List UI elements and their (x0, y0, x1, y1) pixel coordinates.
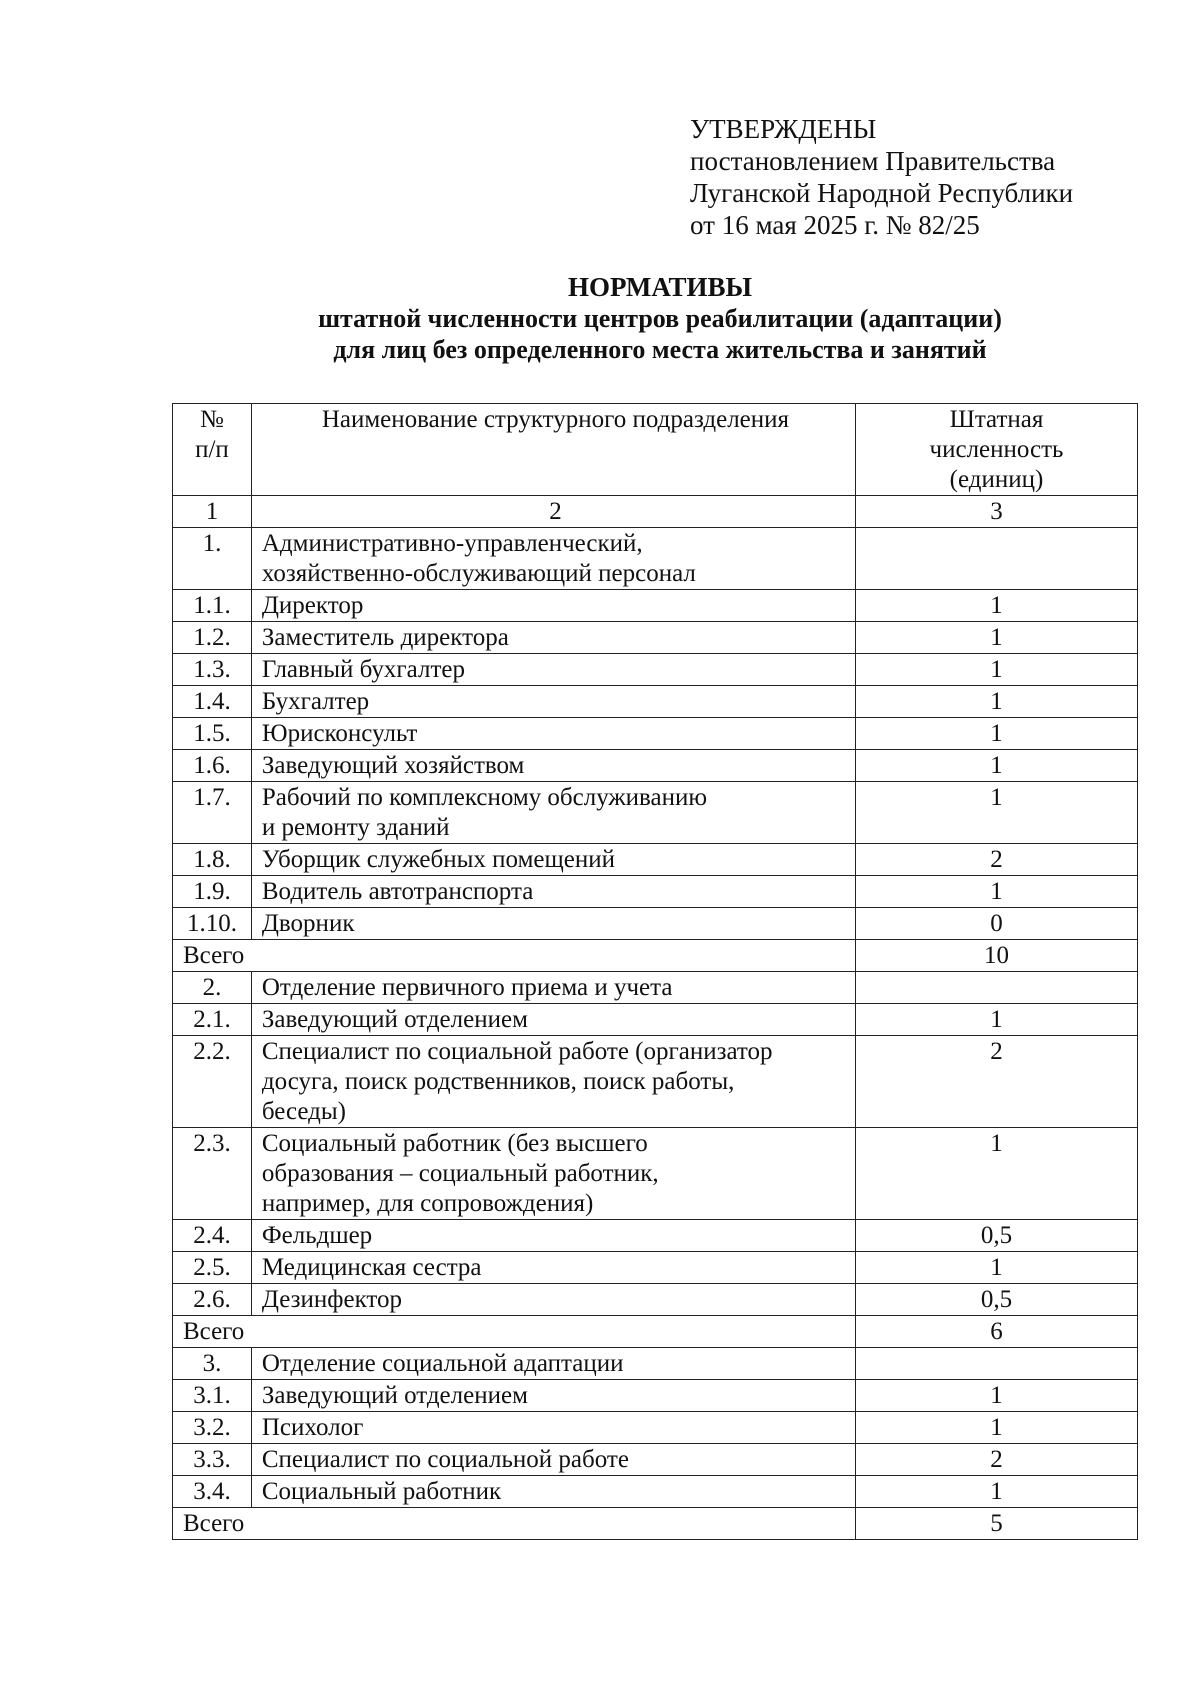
row-value: 2 (856, 844, 1138, 876)
row-value: 1 (856, 1380, 1138, 1412)
row-name (251, 590, 855, 622)
section-row (173, 1348, 1138, 1380)
table-row (173, 1412, 1138, 1444)
table-row (173, 686, 1138, 718)
row-number: 1.7. (173, 782, 252, 844)
row-value: 1 (856, 1252, 1138, 1284)
row-name-line: Главный бухгалтер (261, 656, 465, 683)
row-value: 0 (856, 908, 1138, 940)
row-name-line: Медицинская сестра (261, 1254, 482, 1281)
table-row (173, 1004, 1138, 1036)
table-row (173, 750, 1138, 782)
header-value (856, 404, 1138, 496)
approval-line: Луганской Народной Республики (690, 178, 1074, 208)
row-value: 1 (856, 654, 1138, 686)
row-name (251, 750, 855, 782)
staffing-table (172, 403, 1138, 1540)
row-number: 3.2. (173, 1412, 252, 1444)
header-value-line: Штатная (949, 406, 1044, 433)
table-row (173, 1220, 1138, 1252)
row-name-line: Рабочий по комплексному обслуживанию (261, 784, 708, 811)
row-name-line: Фельдшер (261, 1222, 373, 1249)
table-row (173, 782, 1138, 844)
header-value-line: численность (929, 436, 1064, 463)
header-name: Наименование структурного подразделения (251, 404, 855, 496)
row-number: 1.5. (173, 718, 252, 750)
total-value: 10 (856, 940, 1138, 972)
header-num-line: № (200, 406, 224, 433)
row-value: 1 (856, 1004, 1138, 1036)
header-num-line: п/п (195, 436, 229, 463)
table-row (173, 718, 1138, 750)
approval-line: постановлением Правительства (690, 146, 1056, 176)
row-value: 1 (856, 750, 1138, 782)
row-name (251, 972, 855, 1004)
row-name (251, 876, 855, 908)
row-name-line: Заведующий хозяйством (261, 752, 525, 779)
row-name-line: Водитель автотранспорта (261, 878, 534, 905)
row-number: 3.1. (173, 1380, 252, 1412)
section-row (173, 972, 1138, 1004)
table-header-row (173, 404, 1138, 496)
column-index-row (173, 496, 1138, 528)
row-name-line: Отделение социальной адаптации (261, 1350, 624, 1377)
row-name (251, 844, 855, 876)
row-value: 1 (856, 686, 1138, 718)
table-row (173, 876, 1138, 908)
row-number: 1.3. (173, 654, 252, 686)
row-number: 1.9. (173, 876, 252, 908)
row-name-line: Дворник (261, 910, 355, 937)
row-number: 2. (173, 972, 252, 1004)
row-number: 2.5. (173, 1252, 252, 1284)
table-row (173, 844, 1138, 876)
total-label: Всего (173, 940, 856, 972)
row-number: 1.6. (173, 750, 252, 782)
row-number: 3.4. (173, 1476, 252, 1508)
row-value: 1 (856, 590, 1138, 622)
row-name-line: Социальный работник (261, 1478, 502, 1505)
row-name-line: Бухгалтер (261, 688, 370, 715)
approval-line: от 16 мая 2025 г. № 82/25 (690, 210, 980, 240)
row-name (251, 1004, 855, 1036)
title-subtitle-2: для лиц без определенного места жительства и занятий (333, 335, 987, 364)
row-name (251, 1444, 855, 1476)
row-name-line: Юрисконсульт (261, 720, 418, 747)
table-row (173, 590, 1138, 622)
row-name (251, 1284, 855, 1316)
column-index: 2 (251, 496, 855, 528)
row-value: 1 (856, 782, 1138, 844)
table-row (173, 1036, 1138, 1128)
row-value: 1 (856, 718, 1138, 750)
row-value: 2 (856, 1444, 1138, 1476)
row-name (251, 1348, 855, 1380)
row-name (251, 528, 855, 590)
row-number: 2.3. (173, 1128, 252, 1220)
document-title (0, 272, 1200, 365)
row-name-line: и ремонту зданий (261, 814, 450, 841)
row-name-line: Уборщик служебных помещений (261, 846, 615, 873)
row-number: 2.1. (173, 1004, 252, 1036)
approval-stamp (690, 113, 1073, 241)
row-name-line: Директор (261, 592, 364, 619)
row-name (251, 1380, 855, 1412)
row-name-line: например, для сопровождения) (261, 1190, 594, 1217)
row-name-line: Специалист по социальной работе (261, 1446, 629, 1473)
row-name-line: Заместитель директора (261, 624, 509, 651)
table-row (173, 1284, 1138, 1316)
row-value: 2 (856, 1036, 1138, 1128)
row-name (251, 1036, 855, 1128)
column-index: 3 (856, 496, 1138, 528)
row-name-line: Специалист по социальной работе (организатор (261, 1038, 773, 1065)
row-number: 3.3. (173, 1444, 252, 1476)
row-name (251, 1476, 855, 1508)
row-number: 2.6. (173, 1284, 252, 1316)
row-number: 3. (173, 1348, 252, 1380)
row-name (251, 1412, 855, 1444)
row-value: 0,5 (856, 1284, 1138, 1316)
table-row (173, 1444, 1138, 1476)
table-body (173, 404, 1138, 1540)
table-row (173, 908, 1138, 940)
table-row (173, 654, 1138, 686)
row-name (251, 718, 855, 750)
title-subtitle-1: штатной численности центров реабилитации (адаптации) (318, 304, 1002, 333)
row-name-line: Заведующий отделением (261, 1006, 528, 1033)
row-number: 1. (173, 528, 252, 590)
row-value: 1 (856, 876, 1138, 908)
row-name (251, 1252, 855, 1284)
row-value: 1 (856, 622, 1138, 654)
section-row (173, 528, 1138, 590)
row-name-line: досуга, поиск родственников, поиск работы, (261, 1068, 735, 1095)
row-name (251, 622, 855, 654)
row-name-line: беседы) (261, 1098, 346, 1125)
column-index: 1 (173, 496, 252, 528)
row-value (856, 528, 1138, 590)
table-row (173, 1128, 1138, 1220)
row-name (251, 1128, 855, 1220)
table-row (173, 1476, 1138, 1508)
row-number: 1.1. (173, 590, 252, 622)
header-value-line: (единиц) (949, 466, 1044, 493)
row-value (856, 1348, 1138, 1380)
total-value: 5 (856, 1508, 1138, 1540)
row-number: 1.10. (173, 908, 252, 940)
total-label: Всего (173, 1508, 856, 1540)
row-name-line: Заведующий отделением (261, 1382, 528, 1409)
row-number: 1.4. (173, 686, 252, 718)
table-row (173, 1252, 1138, 1284)
row-value: 1 (856, 1128, 1138, 1220)
row-name-line: Психолог (261, 1414, 364, 1441)
row-name (251, 1220, 855, 1252)
row-name (251, 654, 855, 686)
header-num (173, 404, 252, 496)
row-name-line: Социальный работник (без высшего (261, 1130, 648, 1157)
row-value (856, 972, 1138, 1004)
total-label: Всего (173, 1316, 856, 1348)
row-number: 2.2. (173, 1036, 252, 1128)
row-number: 2.4. (173, 1220, 252, 1252)
row-value: 1 (856, 1476, 1138, 1508)
total-row (173, 1316, 1138, 1348)
row-name-line: образования – социальный работник, (261, 1160, 659, 1187)
row-name (251, 908, 855, 940)
row-value: 1 (856, 1412, 1138, 1444)
approval-line: УТВЕРЖДЕНЫ (690, 114, 877, 144)
row-name (251, 782, 855, 844)
row-name-line: Дезинфектор (261, 1286, 402, 1313)
row-name-line: хозяйственно-обслуживающий персонал (261, 560, 696, 587)
table-row (173, 1380, 1138, 1412)
total-row (173, 940, 1138, 972)
total-row (173, 1508, 1138, 1540)
row-name-line: Административно-управленческий, (261, 530, 643, 557)
row-value: 0,5 (856, 1220, 1138, 1252)
row-number: 1.8. (173, 844, 252, 876)
row-name-line: Отделение первичного приема и учета (261, 974, 673, 1001)
row-number: 1.2. (173, 622, 252, 654)
table-row (173, 622, 1138, 654)
total-value: 6 (856, 1316, 1138, 1348)
row-name (251, 686, 855, 718)
title-main: НОРМАТИВЫ (567, 272, 753, 302)
